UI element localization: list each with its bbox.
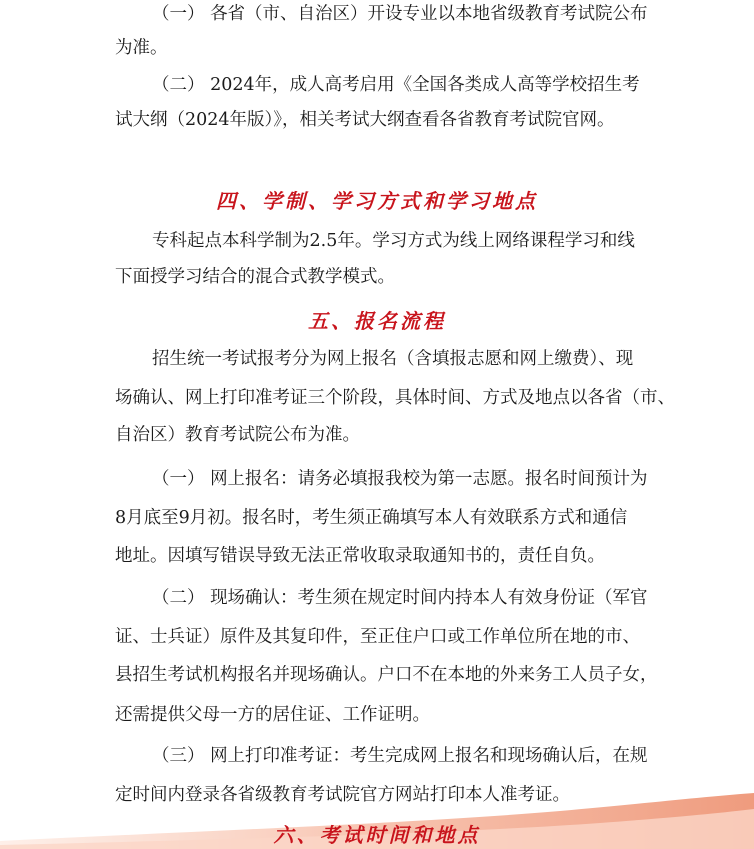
paragraph-line: （三） 网上打印准考证：考生完成网上报名和现场确认后，在规: [152, 746, 648, 766]
paragraph-line: 定时间内登录各省级教育考试院官方网站打印本人准考证。: [115, 785, 570, 805]
paragraph-line: （一） 各省（市、自治区）开设专业以本地省级教育考试院公布: [152, 4, 648, 24]
paragraph-line: （二） 2024年，成人高考启用《全国各类成人高等学校招生考: [152, 75, 640, 95]
paragraph-line: 证、士兵证）原件及其复印件，至正住户口或工作单位所在地的市、: [115, 627, 640, 647]
paragraph-line: 还需提供父母一方的居住证、工作证明。: [115, 705, 430, 725]
paragraph-line: 地址。因填写错误导致无法正常收取录取通知书的，责任自负。: [115, 546, 605, 566]
section-heading-4: 四、学制、学习方式和学习地点: [216, 189, 538, 213]
paragraph-line: 场确认、网上打印准考证三个阶段，具体时间、方式及地点以各省（市、: [115, 388, 675, 408]
paragraph-line: 专科起点本科学制为2.5年。学习方式为线上网络课程学习和线: [152, 231, 635, 251]
paragraph-line: 8月底至9月初。报名时，考生须正确填写本人有效联系方式和通信: [115, 508, 628, 528]
paragraph-line: 试大纲（2024年版）》，相关考试大纲查看各省教育考试院官网。: [115, 110, 615, 130]
paragraph-line: 为准。: [115, 38, 168, 58]
section-heading-6: 六、考试时间和地点: [273, 823, 481, 847]
paragraph-line: （二） 现场确认：考生须在规定时间内持本人有效身份证（军官: [152, 588, 648, 608]
paragraph-line: 招生统一考试报考分为网上报名（含填报志愿和网上缴费）、现: [152, 349, 634, 369]
paragraph-line: 自治区）教育考试院公布为准。: [115, 425, 360, 445]
section-heading-5: 五、报名流程: [308, 309, 446, 333]
paragraph-line: 下面授学习结合的混合式教学模式。: [115, 267, 395, 287]
paragraph-line: 县招生考试机构报名并现场确认。户口不在本地的外来务工人员子女，: [115, 665, 658, 685]
paragraph-line: （一） 网上报名：请务必填报我校为第一志愿。报名时间预计为: [152, 469, 648, 489]
